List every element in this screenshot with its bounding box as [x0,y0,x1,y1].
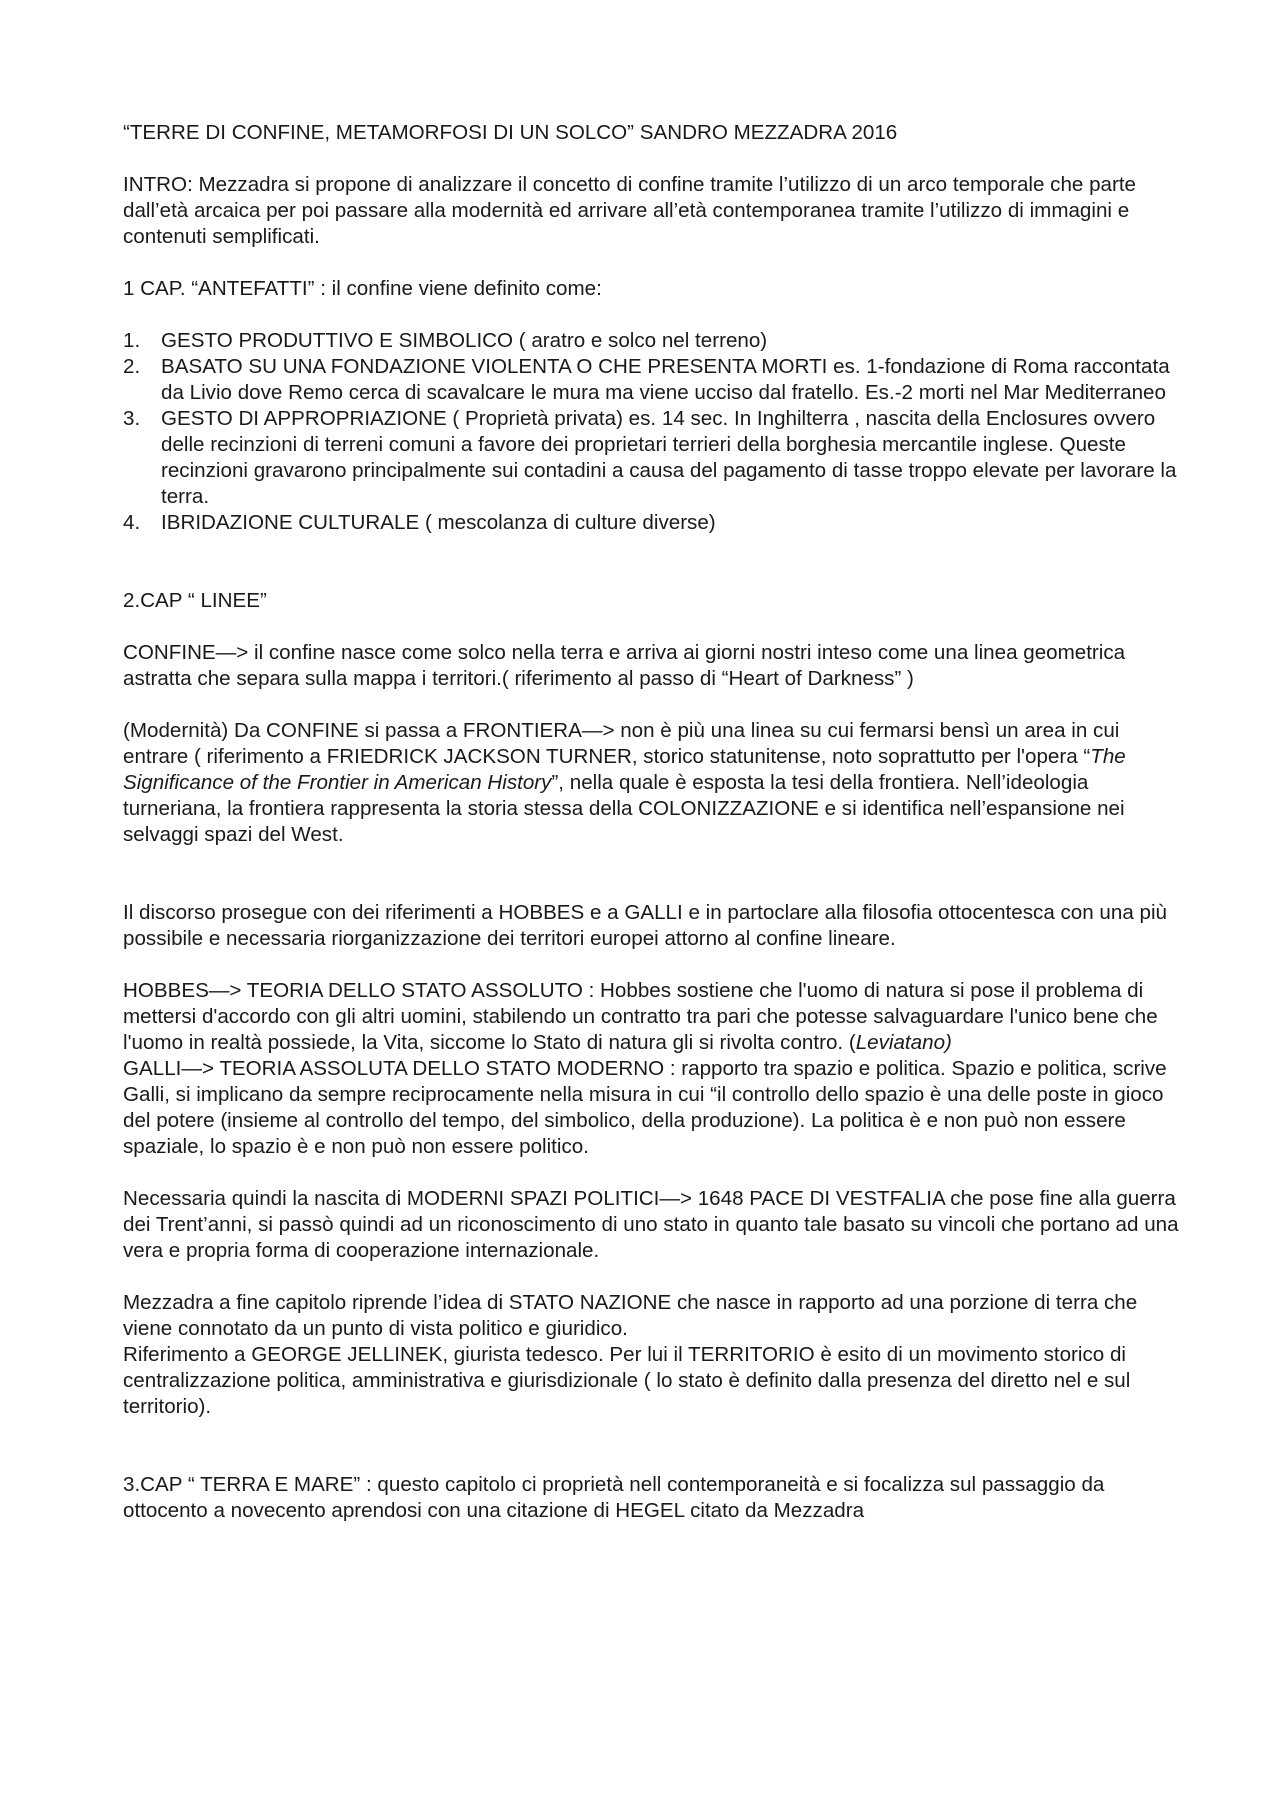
confine-paragraph: CONFINE—> il confine nasce come solco nella terra e arriva ai giorni nostri inteso come una linea geometrica astratta che separa sulla mappa i territori.( riferimento al passo di “Heart of Darkness” ) [123,641,1126,690]
chapter-3-paragraph: 3.CAP “ TERRA E MARE” : questo capitolo ci proprietà nell contemporaneità e si focalizza sul passaggio da ottocento a novecento aprendosi con una citazione di HEGEL citato da Mezzadra [123,1473,1105,1522]
list-item-text: GESTO PRODUTTIVO E SIMBOLICO ( aratro e solco nel terreno) [161,329,768,352]
chapter-1-list [123,328,1183,536]
hobbes-paragraph [123,978,1183,1056]
list-item-text: IBRIDAZIONE CULTURALE ( mescolanza di culture diverse) [161,511,716,534]
document-body [123,120,1183,1524]
chapter-1-heading: 1 CAP. “ANTEFATTI” : il confine viene definito come: [123,277,602,300]
book-title-italic: The Significance of the Frontier in American History [123,745,1126,794]
leviatano-italic: Leviatano) [855,1031,952,1054]
stato-nazione-paragraph: Mezzadra a fine capitolo riprende l’idea di STATO NAZIONE che nasce in rapporto ad una porzione di terra che viene connotato da un punto di vista politico e giuridico. [123,1291,1138,1340]
list-item [123,354,1183,406]
hobbes-text: HOBBES—> TEORIA DELLO STATO ASSOLUTO : Hobbes sostiene che l'uomo di natura si pose il problema di mettersi d'accordo con gli altri uomini, stabilendo un contratto tra pari che potesse salvaguardare l'unico bene che l'uomo in realtà possiede, la Vita, siccome lo Stato di natura gli si rivolta contro. ( [123,979,1158,1054]
list-number: 1. [123,329,141,352]
jellinek-paragraph: Riferimento a GEORGE JELLINEK, giurista tedesco. Per lui il TERRITORIO è esito di un movimento storico di centralizzazione politica, amministrativa e giurisdizionale ( lo stato è definito dalla presenza del diretto nel e sul territorio). [123,1343,1131,1418]
list-number: 3. [123,407,141,430]
list-number: 2. [123,355,141,378]
document-title: “TERRE DI CONFINE, METAMORFOSI DI UN SOLCO” SANDRO MEZZADRA 2016 [123,121,898,144]
list-item-text: BASATO SU UNA FONDAZIONE VIOLENTA O CHE PRESENTA MORTI es. 1-fondazione di Roma raccontata da Livio dove Remo cerca di scavalcare le mura ma viene ucciso dal fratello. Es.-2 morti nel Mar Mediterraneo [161,355,1170,404]
frontiera-paragraph [123,718,1183,848]
galli-paragraph: GALLI—> TEORIA ASSOLUTA DELLO STATO MODERNO : rapporto tra spazio e politica. Spazio e politica, scrive Galli, si implicano da sempre reciprocamente nella misura in cui “il controllo dello spazio è una delle poste in gioco del potere (insieme al controllo del tempo, del simbolico, della produzione). La politica è e non può non essere spaziale, lo spazio è e non può non essere politico. [123,1057,1167,1158]
list-number: 4. [123,511,141,534]
list-item [123,510,1183,536]
vestfalia-paragraph: Necessaria quindi la nascita di MODERNI SPAZI POLITICI—> 1648 PACE DI VESTFALIA che pose fine alla guerra dei Trent’anni, si passò quindi ad un riconoscimento di uno stato in quanto tale basato su vincoli che portano ad una vera e propria forma di cooperazione internazionale. [123,1187,1179,1262]
list-item [123,328,1183,354]
discorso-paragraph: Il discorso prosegue con dei riferimenti a HOBBES e a GALLI e in partoclare alla filosofia ottocentesca con una più possibile e necessaria riorganizzazione dei territori europei attorno al confine lineare. [123,901,1167,950]
list-item [123,406,1183,510]
list-item-text: GESTO DI APPROPRIAZIONE ( Proprietà privata) es. 14 sec. In Inghilterra , nascita della Enclosures ovvero delle recinzioni di terreni comuni a favore dei proprietari terrieri della borghesia mercantile inglese. Queste recinzioni gravarono principalmente sui contadini a causa del pagamento di tasse troppo elevate per lavorare la terra. [161,407,1177,508]
chapter-2-heading: 2.CAP “ LINEE” [123,589,267,612]
intro-paragraph: INTRO: Mezzadra si propone di analizzare il concetto di confine tramite l’utilizzo di un arco temporale che parte dall’età arcaica per poi passare alla modernità ed arrivare all’età contemporanea tramite l’utilizzo di immagini e contenuti semplificati. [123,173,1137,248]
frontiera-text-2: ”, nella quale è esposta la tesi della frontiera. Nell’ideologia turneriana, la frontiera rappresenta la storia stessa della COLONIZZAZIONE e si identifica nell’espansione nei selvaggi spazi del West. [123,771,1125,846]
frontiera-text-1: (Modernità) Da CONFINE si passa a FRONTIERA—> non è più una linea su cui fermarsi bensì un area in cui entrare ( riferimento a FRIEDRICK JACKSON TURNER, storico statunitense, noto soprattutto per l'opera “ [123,719,1120,768]
